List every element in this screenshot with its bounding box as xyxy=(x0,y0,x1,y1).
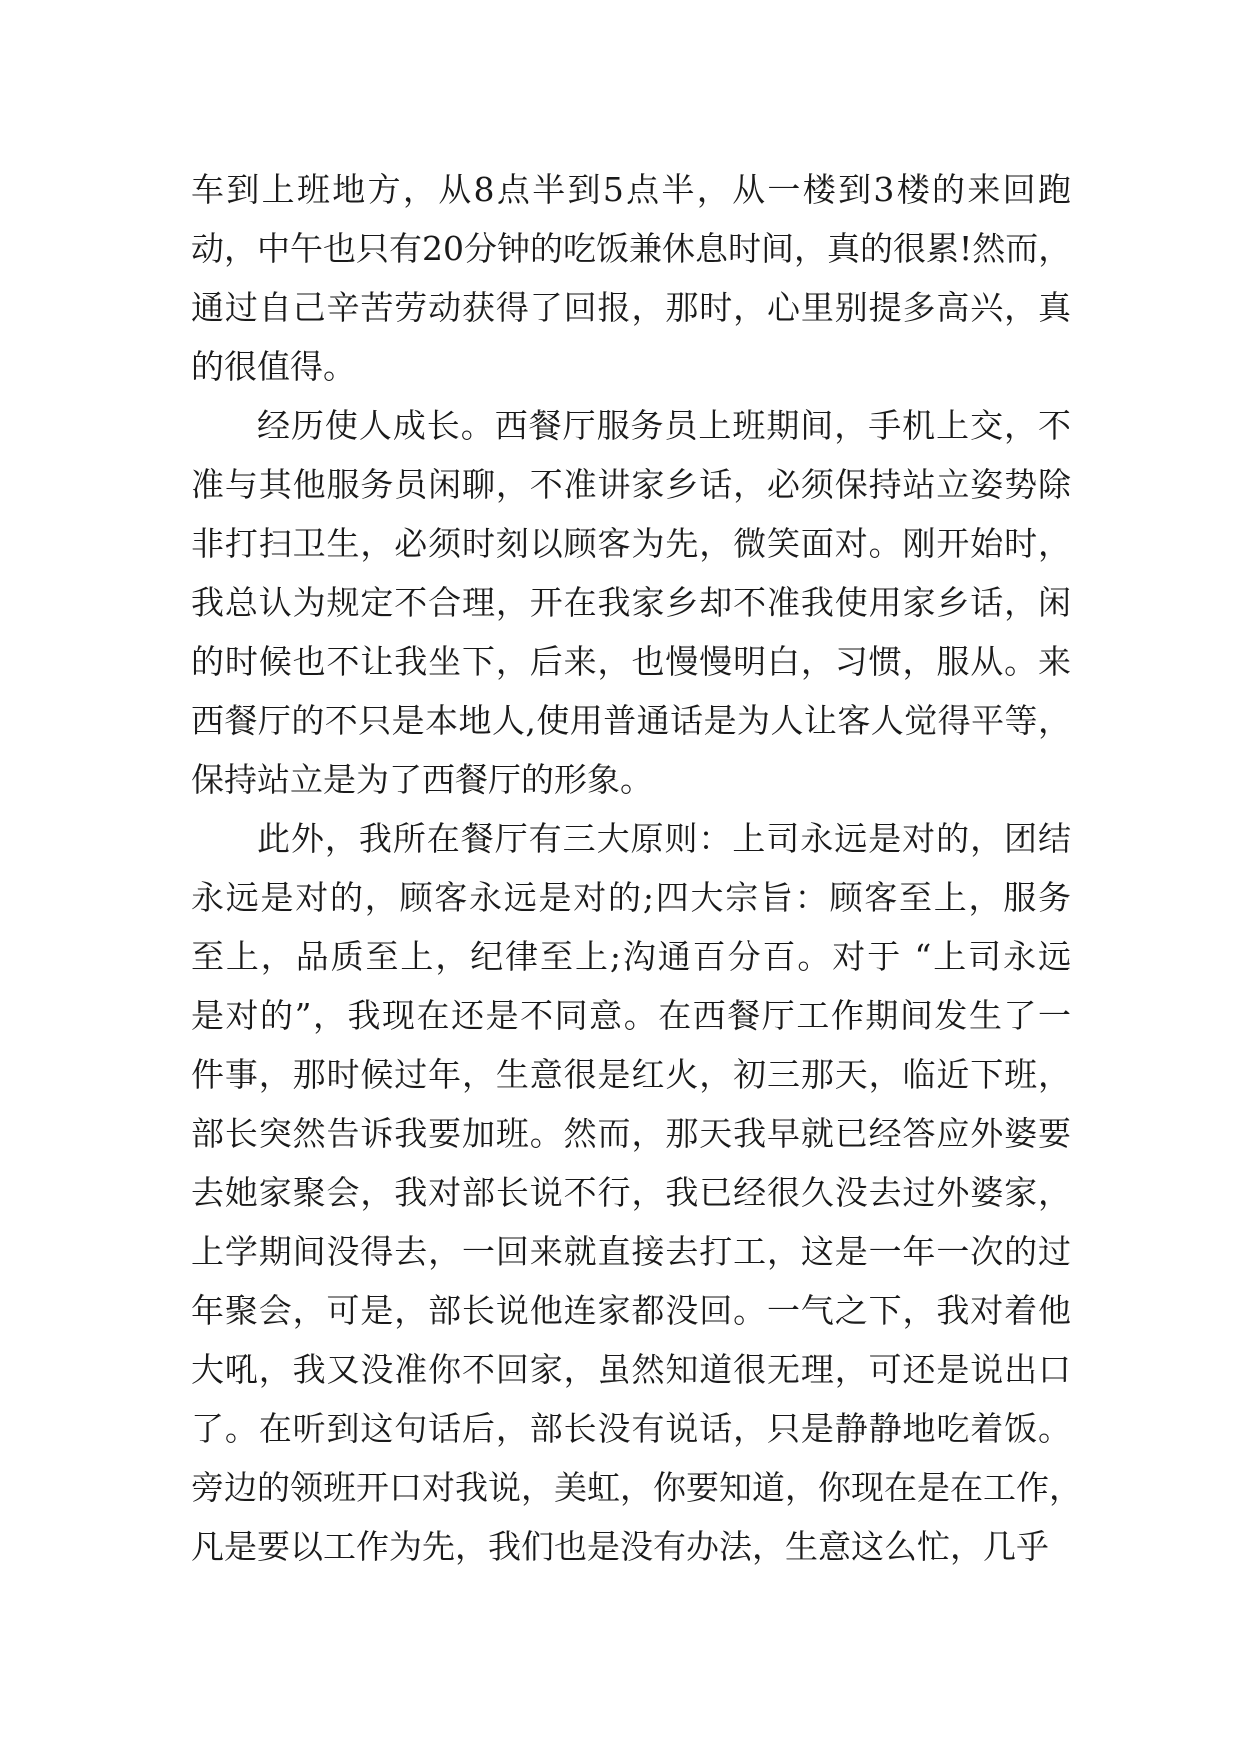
text-line: 准与其他服务员闲聊，不准讲家乡话，必须保持站立姿势除 xyxy=(191,465,1071,504)
text-line: 西餐厅的不只是本地人,使用普通话是为人让客人觉得平等， xyxy=(191,701,1071,740)
text-line: 动，中午也只有20分钟的吃饭兼休息时间，真的很累!然而， xyxy=(191,229,1072,268)
text-line: 去她家聚会，我对部长说不行，我已经很久没去过外婆家， xyxy=(191,1173,1071,1212)
text-line: 经历使人成长。西餐厅服务员上班期间，手机上交，不 xyxy=(257,406,1071,445)
text-line: 件事，那时候过年，生意很是红火，初三那天，临近下班， xyxy=(191,1055,1071,1094)
body-text xyxy=(191,160,1082,1576)
text-line: 非打扫卫生，必须时刻以顾客为先，微笑面对。刚开始时， xyxy=(191,524,1071,563)
text-line: 旁边的领班开口对我说，美虹，你要知道，你现在是在工作， xyxy=(191,1468,1082,1507)
text-line: 车到上班地方，从8点半到5点半，从一楼到3楼的来回跑 xyxy=(191,170,1071,209)
text-line: 了。在听到这句话后，部长没有说话，只是静静地吃着饭。 xyxy=(191,1409,1071,1448)
text-line: 至上，品质至上，纪律至上;沟通百分百。对于 “上司永远 xyxy=(191,937,1071,976)
text-line: 我总认为规定不合理，开在我家乡却不准我使用家乡话，闲 xyxy=(191,583,1071,622)
text-line: 的时候也不让我坐下，后来，也慢慢明白，习惯，服从。来 xyxy=(191,642,1071,681)
text-line: 是对的”，我现在还是不同意。在西餐厅工作期间发生了一 xyxy=(191,996,1071,1035)
text-line: 通过自己辛苦劳动获得了回报，那时，心里别提多高兴，真 xyxy=(191,288,1071,327)
text-line: 部长突然告诉我要加班。然而，那天我早就已经答应外婆要 xyxy=(191,1114,1071,1153)
text-line: 的很值得。 xyxy=(191,347,356,386)
text-line: 永远是对的，顾客永远是对的;四大宗旨：顾客至上，服务 xyxy=(191,878,1071,917)
text-line: 保持站立是为了西餐厅的形象。 xyxy=(191,760,653,799)
text-line: 上学期间没得去，一回来就直接去打工，这是一年一次的过 xyxy=(191,1232,1071,1271)
text-line: 此外，我所在餐厅有三大原则：上司永远是对的，团结 xyxy=(257,819,1071,858)
text-line: 大吼，我又没准你不回家，虽然知道很无理，可还是说出口 xyxy=(191,1350,1071,1389)
text-line: 年聚会，可是，部长说他连家都没回。一气之下，我对着他 xyxy=(191,1291,1071,1330)
text-line: 凡是要以工作为先，我们也是没有办法，生意这么忙，几乎 xyxy=(191,1527,1049,1566)
